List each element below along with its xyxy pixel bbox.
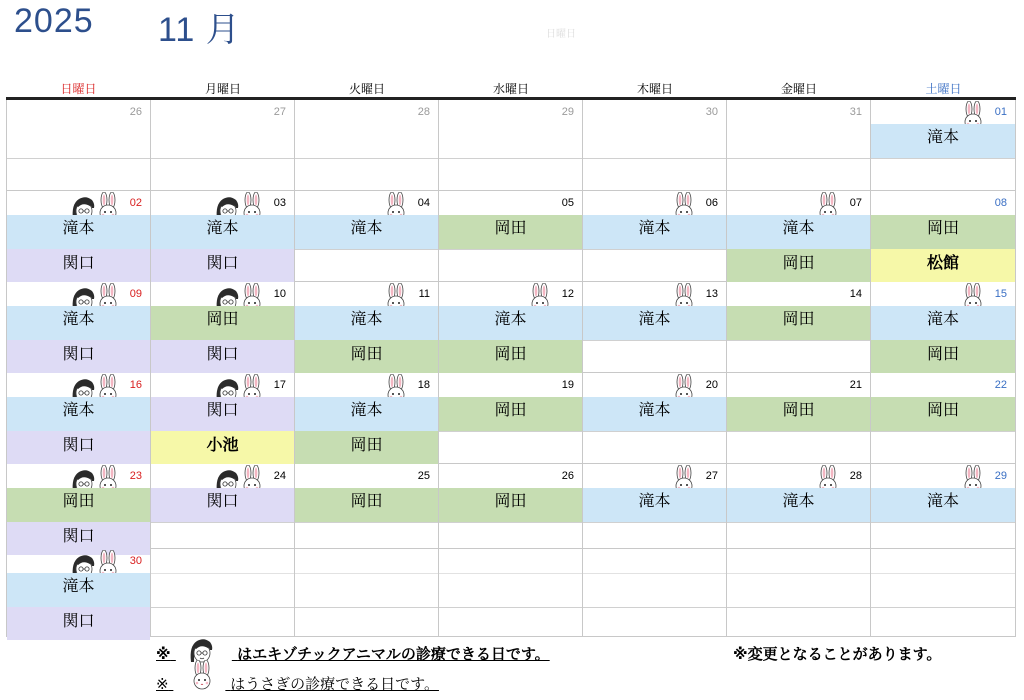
day-number: 24 xyxy=(273,470,286,482)
doctor-shift: 滝本 xyxy=(295,306,438,340)
day-number: 18 xyxy=(417,379,430,391)
note-mark: ※ xyxy=(156,645,171,663)
cell-divider xyxy=(583,249,726,250)
day-number: 08 xyxy=(994,197,1007,209)
doctor-shift: 関口 xyxy=(7,249,150,282)
calendar-day-cell xyxy=(151,100,295,191)
day-number: 27 xyxy=(705,470,718,482)
calendar-day-cell xyxy=(583,464,727,549)
doctor-shift: 滝本 xyxy=(871,124,1015,158)
doctor-shift: 滝本 xyxy=(7,573,150,607)
doctor-shift: 岡田 xyxy=(439,215,582,249)
note-exotic xyxy=(156,643,550,664)
day-number: 07 xyxy=(849,197,862,209)
weekday-label: 日曜日 xyxy=(60,82,97,96)
calendar-day-cell xyxy=(151,191,295,282)
doctor-shift: 小池 xyxy=(151,431,294,464)
calendar-day-cell xyxy=(151,549,295,637)
doctor-shift: 滝本 xyxy=(583,306,726,340)
day-number: 19 xyxy=(561,379,574,391)
calendar-day-cell xyxy=(727,191,871,282)
calendar-year: 2025 xyxy=(14,2,94,40)
cell-divider xyxy=(439,431,582,432)
weekday-header-row xyxy=(6,82,1016,98)
doctor-shift: 岡田 xyxy=(871,340,1015,373)
cell-divider xyxy=(727,607,870,608)
day-number: 03 xyxy=(273,197,286,209)
calendar-day-cell xyxy=(295,373,439,464)
doctor-shift: 関口 xyxy=(151,340,294,373)
calendar-day-cell xyxy=(727,100,871,191)
cell-divider xyxy=(727,158,870,159)
calendar-day-cell xyxy=(439,100,583,191)
note-exotic-text: はエキゾチックアニマルの診療できる日です。 xyxy=(237,645,550,663)
cell-divider xyxy=(439,158,582,159)
day-number: 11 xyxy=(418,288,430,300)
calendar-day-cell xyxy=(439,191,583,282)
cell-divider xyxy=(583,522,726,523)
calendar-day-cell xyxy=(583,282,727,373)
cell-divider xyxy=(583,573,726,574)
day-number: 28 xyxy=(849,470,862,482)
cell-divider xyxy=(295,522,438,523)
doctor-shift: 滝本 xyxy=(439,306,582,340)
calendar-day-cell xyxy=(151,464,295,549)
doctor-shift: 滝本 xyxy=(7,306,150,340)
weekday-label: 金曜日 xyxy=(780,82,817,96)
calendar-day-cell xyxy=(439,549,583,637)
day-number: 16 xyxy=(129,379,142,391)
doctor-shift: 滝本 xyxy=(871,488,1015,522)
cell-divider xyxy=(871,573,1015,574)
calendar-day-cell xyxy=(295,282,439,373)
weekday-label: 火曜日 xyxy=(348,82,385,96)
day-number: 14 xyxy=(849,288,862,300)
faint-weekday-label: 日曜日 xyxy=(546,29,576,40)
day-number: 30 xyxy=(129,555,142,567)
calendar-day-cell xyxy=(295,464,439,549)
calendar-day-cell xyxy=(295,100,439,191)
weekday-label: 水曜日 xyxy=(492,82,529,96)
doctor-shift: 滝本 xyxy=(583,397,726,431)
calendar-day-cell xyxy=(295,549,439,637)
cell-divider xyxy=(871,431,1015,432)
calendar-day-cell xyxy=(871,100,1016,191)
calendar-day-cell xyxy=(439,373,583,464)
cell-divider xyxy=(727,573,870,574)
calendar-day-cell xyxy=(439,464,583,549)
calendar-day-cell xyxy=(151,282,295,373)
doctor-shift: 岡田 xyxy=(7,488,150,522)
doctor-shift: 岡田 xyxy=(439,397,582,431)
day-number: 31 xyxy=(849,106,862,118)
doctor-shift: 関口 xyxy=(7,522,150,555)
calendar-day-cell xyxy=(439,282,583,373)
doctor-shift: 滝本 xyxy=(583,488,726,522)
cell-divider xyxy=(727,340,870,341)
note-mark: ※ xyxy=(156,675,169,693)
cell-divider xyxy=(151,573,294,574)
cell-divider xyxy=(583,431,726,432)
cell-divider xyxy=(583,607,726,608)
cell-divider xyxy=(439,522,582,523)
day-number: 27 xyxy=(273,106,286,118)
calendar-day-cell xyxy=(871,191,1016,282)
cell-divider xyxy=(583,158,726,159)
doctor-shift: 岡田 xyxy=(871,397,1015,431)
day-number: 29 xyxy=(561,106,574,118)
doctor-shift: 関口 xyxy=(151,249,294,282)
doctor-shift: 岡田 xyxy=(727,397,870,431)
day-number: 23 xyxy=(129,470,142,482)
doctor-shift: 滝本 xyxy=(727,488,870,522)
doctor-shift: 関口 xyxy=(7,340,150,373)
calendar-grid xyxy=(6,100,1016,637)
doctor-shift: 滝本 xyxy=(151,215,294,249)
doctor-shift: 滝本 xyxy=(295,215,438,249)
doctor-shift: 滝本 xyxy=(295,397,438,431)
calendar-day-cell xyxy=(871,282,1016,373)
doctor-shift: 岡田 xyxy=(871,215,1015,249)
doctor-shift: 岡田 xyxy=(295,431,438,464)
calendar-day-cell xyxy=(6,100,151,191)
calendar-day-cell xyxy=(727,373,871,464)
cell-divider xyxy=(7,158,150,159)
doctor-shift: 岡田 xyxy=(151,306,294,340)
weekday-label: 土曜日 xyxy=(925,82,962,96)
day-number: 09 xyxy=(129,288,142,300)
cell-divider xyxy=(871,607,1015,608)
calendar-day-cell xyxy=(583,373,727,464)
calendar-day-cell xyxy=(6,464,151,549)
day-number: 06 xyxy=(705,197,718,209)
note-rabbit-text: はうさぎの診療できる日です。 xyxy=(230,675,439,693)
cell-divider xyxy=(871,158,1015,159)
day-number: 26 xyxy=(129,106,142,118)
doctor-shift: 滝本 xyxy=(727,215,870,249)
weekday-label: 木曜日 xyxy=(636,82,673,96)
doctor-shift: 岡田 xyxy=(295,488,438,522)
doctor-shift: 関口 xyxy=(151,488,294,522)
day-number: 13 xyxy=(705,288,718,300)
cell-divider xyxy=(583,340,726,341)
cell-divider xyxy=(727,431,870,432)
day-number: 28 xyxy=(417,106,430,118)
doctor-shift: 滝本 xyxy=(871,306,1015,340)
day-number: 26 xyxy=(561,470,574,482)
day-number: 25 xyxy=(417,470,430,482)
doctor-shift: 岡田 xyxy=(727,249,870,282)
day-number: 20 xyxy=(705,379,718,391)
day-number: 04 xyxy=(417,197,430,209)
calendar-day-cell xyxy=(871,464,1016,549)
doctor-shift: 岡田 xyxy=(439,488,582,522)
note-change: ※変更となることがあります。 xyxy=(733,645,942,663)
day-number: 17 xyxy=(273,379,286,391)
calendar-month: 11 月 xyxy=(158,11,241,49)
cell-divider xyxy=(871,522,1015,523)
doctor-shift: 岡田 xyxy=(295,340,438,373)
cell-divider xyxy=(439,607,582,608)
day-number: 01 xyxy=(994,106,1007,118)
calendar-day-cell xyxy=(6,191,151,282)
calendar-day-cell xyxy=(583,549,727,637)
doctor-shift: 松館 xyxy=(871,249,1015,282)
calendar-day-cell xyxy=(727,282,871,373)
doctor-shift: 滝本 xyxy=(7,397,150,431)
rabbit-icon xyxy=(190,660,214,694)
doctor-shift: 岡田 xyxy=(439,340,582,373)
calendar-day-cell xyxy=(295,191,439,282)
calendar-day-cell xyxy=(6,549,151,637)
day-number: 10 xyxy=(273,288,286,300)
cell-divider xyxy=(295,607,438,608)
cell-divider xyxy=(295,249,438,250)
day-number: 15 xyxy=(994,288,1007,300)
day-number: 29 xyxy=(994,470,1007,482)
calendar-day-cell xyxy=(6,282,151,373)
calendar-day-cell xyxy=(871,373,1016,464)
cell-divider xyxy=(439,249,582,250)
calendar-day-cell xyxy=(583,100,727,191)
day-number: 21 xyxy=(849,379,862,391)
calendar-day-cell xyxy=(727,549,871,637)
calendar-day-cell xyxy=(727,464,871,549)
doctor-shift: 関口 xyxy=(7,431,150,464)
cell-divider xyxy=(727,522,870,523)
calendar-day-cell xyxy=(151,373,295,464)
cell-divider xyxy=(151,607,294,608)
calendar-day-cell xyxy=(6,373,151,464)
doctor-shift: 岡田 xyxy=(727,306,870,340)
day-number: 30 xyxy=(705,106,718,118)
doctor-shift: 関口 xyxy=(151,397,294,431)
cell-divider xyxy=(295,158,438,159)
cell-divider xyxy=(151,522,294,523)
doctor-shift: 関口 xyxy=(7,607,150,640)
calendar-day-cell xyxy=(583,191,727,282)
doctor-shift: 滝本 xyxy=(7,215,150,249)
weekday-label: 月曜日 xyxy=(204,82,241,96)
cell-divider xyxy=(295,573,438,574)
calendar-day-cell xyxy=(871,549,1016,637)
day-number: 05 xyxy=(561,197,574,209)
cell-divider xyxy=(151,158,294,159)
doctor-shift: 滝本 xyxy=(583,215,726,249)
cell-divider xyxy=(439,573,582,574)
day-number: 12 xyxy=(561,288,574,300)
day-number: 22 xyxy=(994,379,1007,391)
day-number: 02 xyxy=(129,197,142,209)
